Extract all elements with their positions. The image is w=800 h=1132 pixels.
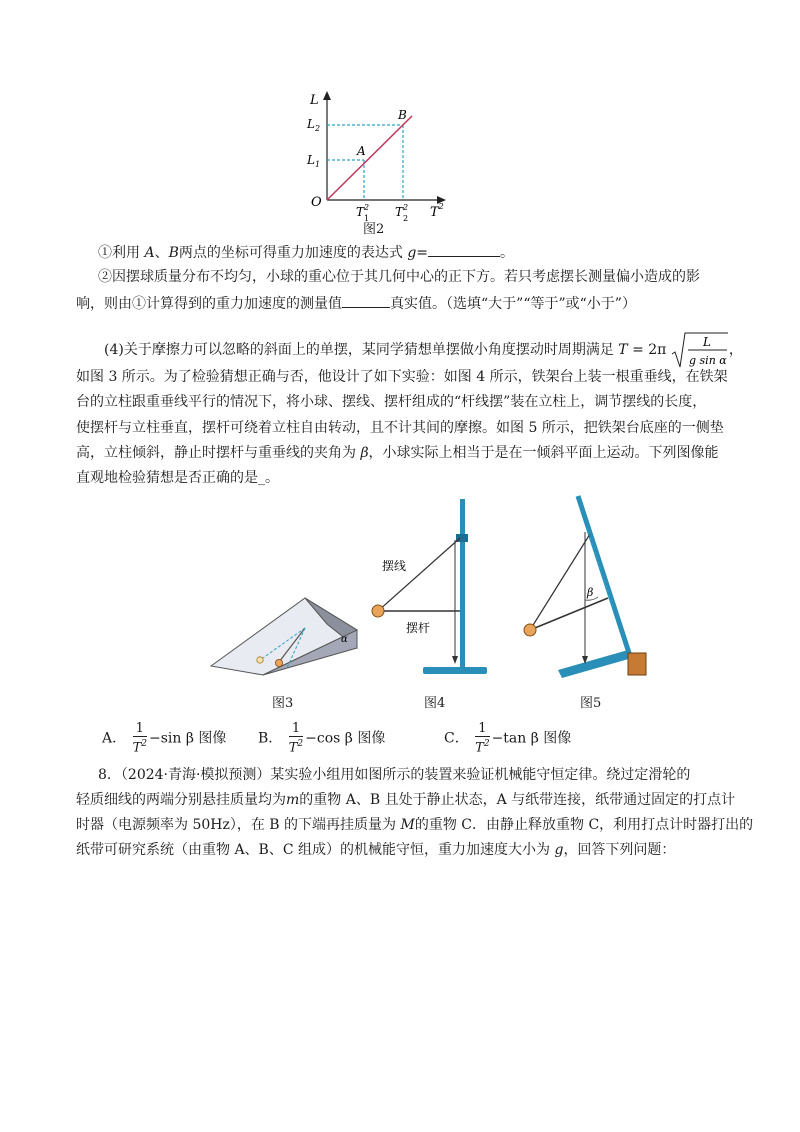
answer-blank-g[interactable]: [428, 242, 500, 257]
t2-label: $T^2$: [395, 203, 409, 219]
q8-line3: 时器（电源频率为 50Hz），在 B 的下端再挂质量为 M的重物 C．由静止释放重物 C，利用打点计时器打出的: [76, 817, 754, 833]
t1-label: $T^2$: [356, 203, 370, 219]
fig5-rod: [530, 598, 608, 630]
fig4-rod-label: 摆杆: [406, 621, 431, 635]
tilted-base: [558, 650, 632, 678]
stand-pole: [460, 499, 465, 671]
q1-line: ①利用 A、B两点的坐标可得重力加速度的表达式 g= 。: [98, 242, 514, 263]
option-a[interactable]: A． $\frac{1}{T^2}$ −sin β 图像: [102, 721, 227, 756]
option-b[interactable]: B． $\frac{1}{T^2}$ −cos β 图像: [258, 721, 386, 756]
fig5-ball: [524, 624, 536, 636]
tilted-pole: [578, 496, 630, 656]
t2-sub: 2: [403, 214, 409, 223]
q8-line1: 8．（2024·青海·模拟预测）某实验小组用如图所示的装置来验证机械能守恒定律。绕过定滑轮的: [98, 767, 691, 783]
q4-line2: 如图 3 所示。为了检验猜想正确与否，他设计了如下实验：如图 4 所示，铁架台上装一根重垂线，在铁架: [76, 369, 728, 385]
fig3-caption: 图3: [272, 696, 294, 711]
incline-ball: [275, 659, 282, 666]
x-axis-label: $T^2$: [430, 202, 444, 220]
q8-line2: 轻质细线的两端分别悬挂质量均为m的重物 A、B 且处于静止状态，A 与纸带连接，纸带通过固定的打点计: [76, 792, 736, 808]
stand-base: [423, 667, 487, 674]
formula-denominator: g sin α: [688, 354, 727, 367]
option-c[interactable]: C． $\frac{1}{T^2}$ −tan β 图像: [444, 721, 572, 756]
option-b-fraction: $\frac{1}{T^2}$: [288, 721, 304, 756]
t1-sub: 1: [364, 214, 370, 223]
fig5-caption: 图5: [580, 696, 602, 711]
point-a-label: A: [357, 144, 366, 158]
fig5-string: [530, 534, 590, 630]
fig3-alpha-label: α: [341, 634, 348, 645]
l-t2-graph: [300, 88, 460, 238]
q4-line5: 高，立柱倾斜，静止时摆杆与重垂线的夹角为 β，小球实际上相当于是在一倾斜平面上运动。下列图像能: [76, 445, 719, 461]
q4-line6: 直观地检验猜想是否正确的是_。: [76, 470, 279, 486]
option-a-fraction: $\frac{1}{T^2}$: [132, 721, 147, 756]
plumb-bob: [452, 656, 458, 664]
fig2-caption: 图2: [363, 222, 385, 237]
fig5-beta-label: β: [587, 586, 594, 599]
q4-line3: 台的立柱跟重垂线平行的情况下，将小球、摆线、摆杆组成的“杆线摆”装在立柱上，调节摆线的长度，: [76, 394, 707, 410]
fig4-ball: [372, 605, 384, 617]
fig4-caption: 图4: [424, 696, 446, 711]
q8-line4: 纸带可研究系统（由重物 A、B、C 组成）的机械能守恒，重力加速度大小为 g，回答下列问题：: [76, 842, 676, 858]
point-b-label: B: [398, 108, 407, 122]
y-axis-label: L: [310, 93, 319, 108]
period-formula: [671, 330, 729, 370]
fig4-string-label: 摆线: [382, 559, 407, 573]
answer-blank-compare[interactable]: [342, 293, 390, 308]
incline-top-face: [211, 598, 357, 675]
q4-line4: 使摆杆与立柱垂直，摆杆可绕着立柱自由转动，且不计其间的摩擦。如图 5 所示，把铁架台底座的一侧垫: [76, 420, 724, 436]
fig4-stand: [368, 494, 498, 686]
support-block: [628, 653, 646, 675]
fig3-incline: [205, 590, 365, 680]
q4-line1: (4)关于摩擦力可以忽略的斜面上的单摆，某同学猜想单摆做小角度摆动时周期满足 T = 2π L g sin α ，: [104, 330, 743, 370]
l1-label: $L_1$: [307, 153, 321, 169]
fig5-tilted-stand: [518, 488, 658, 688]
y-axis-arrow: [323, 91, 331, 100]
origin-label: O: [311, 195, 322, 210]
option-c-fraction: $\frac{1}{T^2}$: [475, 721, 490, 756]
fig4-string: [378, 538, 460, 611]
q2-line1: ②因摆球质量分布不均匀，小球的重心位于其几何中心的正下方。若只考虑摆长测量偏小造成的影: [98, 269, 700, 285]
stand-clamp: [456, 534, 468, 542]
formula-numerator: L: [702, 335, 711, 349]
l2-label: $L_2$: [307, 117, 321, 133]
incline-ball-light: [257, 657, 263, 663]
l-t2-line: [327, 116, 412, 200]
q2-line2: 响，则由①计算得到的重力加速度的测量值 真实值。（选填“大于”“等于”或“小于”）: [76, 293, 636, 314]
